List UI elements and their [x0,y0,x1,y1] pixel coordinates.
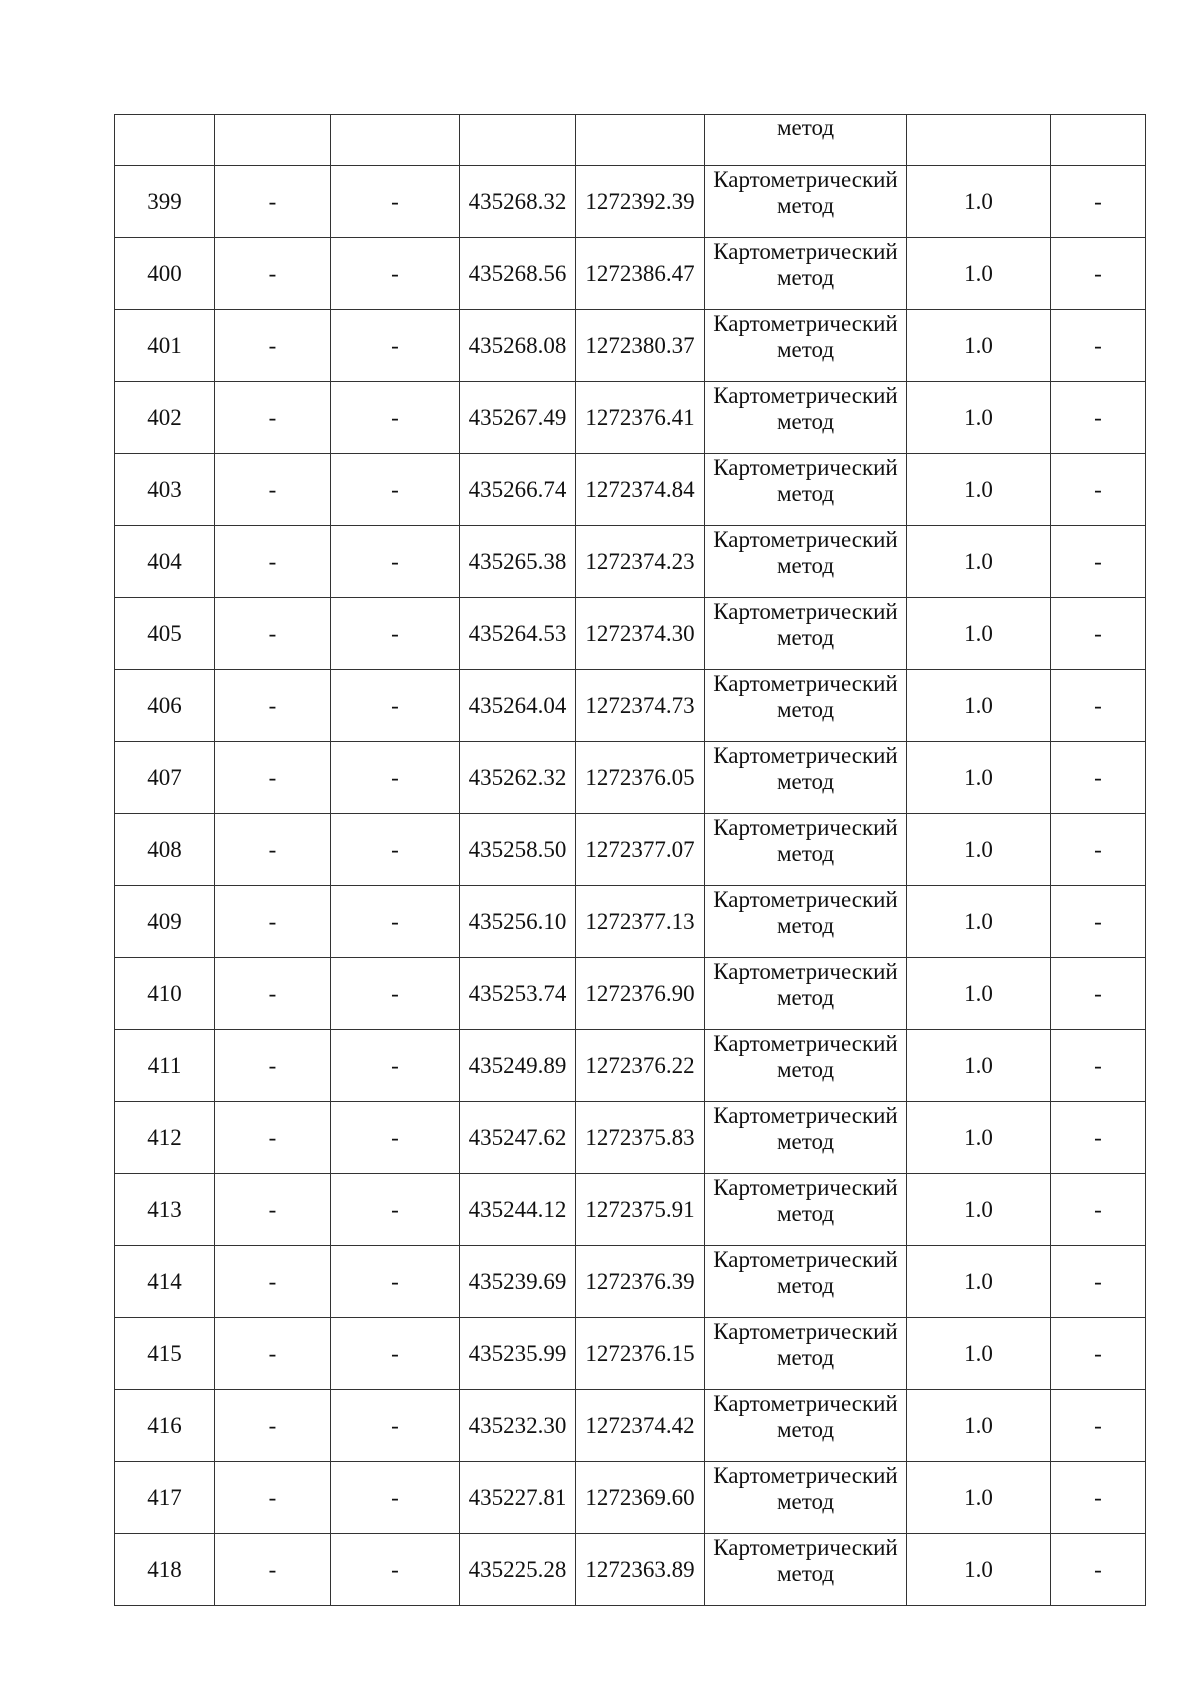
cell-dash: - [331,742,460,814]
cell-number: 404 [115,526,215,598]
method-line-2: метод [776,1057,835,1082]
cell-accuracy: 1.0 [907,1462,1051,1534]
cell-dash: - [215,814,331,886]
cell-dash: - [215,886,331,958]
cell-method [705,1174,907,1246]
cell-dash: - [1051,1318,1146,1390]
cell-method [705,1030,907,1102]
cell-number: 412 [115,1102,215,1174]
cell-x: 435253.74 [460,958,576,1030]
cell-method [705,526,907,598]
cell-x: 435264.53 [460,598,576,670]
cell-dash: - [331,1390,460,1462]
cell-accuracy: 1.0 [907,1390,1051,1462]
method-line-2: метод [776,913,835,938]
cell-dash: - [331,1174,460,1246]
cell-y: 1272380.37 [576,310,705,382]
cell-x: 435235.99 [460,1318,576,1390]
cell-number: 417 [115,1462,215,1534]
cell-accuracy: 1.0 [907,166,1051,238]
method-line-1: Картометрический [713,1535,898,1560]
method-line-2: метод [776,265,835,290]
cell-dash: - [1051,1030,1146,1102]
table-row [115,1462,1146,1534]
cell-dash: - [331,598,460,670]
cell-dash: - [215,382,331,454]
method-line-2: метод [776,1273,835,1298]
table-row [115,958,1146,1030]
cell-number: 405 [115,598,215,670]
cell-accuracy: 1.0 [907,958,1051,1030]
method-line-1: Картометрический [713,1175,898,1200]
cell-dash: - [215,310,331,382]
cell-method [705,310,907,382]
cell-method [705,382,907,454]
table-row [115,742,1146,814]
table-row [115,1102,1146,1174]
cell-dash: - [331,886,460,958]
cell-number: 399 [115,166,215,238]
cell-dash: - [1051,670,1146,742]
cell-dash: - [1051,166,1146,238]
cell-dash: - [331,310,460,382]
cell-accuracy: 1.0 [907,598,1051,670]
cell-empty [1051,115,1146,166]
table-row [115,1030,1146,1102]
method-line-1: Картометрический [713,167,898,192]
cell-x: 435268.32 [460,166,576,238]
cell-x: 435247.62 [460,1102,576,1174]
cell-y: 1272386.47 [576,238,705,310]
cell-number: 406 [115,670,215,742]
cell-x: 435244.12 [460,1174,576,1246]
cell-x: 435239.69 [460,1246,576,1318]
cell-method [705,454,907,526]
cell-accuracy: 1.0 [907,1030,1051,1102]
cell-y: 1272374.73 [576,670,705,742]
cell-y: 1272375.91 [576,1174,705,1246]
cell-number: 411 [115,1030,215,1102]
method-line-1: Картометрический [713,1391,898,1416]
method-line-1: Картометрический [713,1103,898,1128]
cell-method [705,1102,907,1174]
cell-dash: - [215,1462,331,1534]
cell-dash: - [1051,238,1146,310]
cell-y: 1272376.41 [576,382,705,454]
cell-x: 435267.49 [460,382,576,454]
cell-method [705,958,907,1030]
cell-y: 1272377.13 [576,886,705,958]
method-line-1: Картометрический [713,527,898,552]
cell-dash: - [215,598,331,670]
cell-y: 1272377.07 [576,814,705,886]
cell-x: 435265.38 [460,526,576,598]
cell-accuracy: 1.0 [907,742,1051,814]
cell-dash: - [331,958,460,1030]
cell-x: 435266.74 [460,454,576,526]
cell-dash: - [215,526,331,598]
method-line-2: метод [776,1561,835,1586]
cell-method [705,742,907,814]
cell-y: 1272392.39 [576,166,705,238]
cell-accuracy: 1.0 [907,454,1051,526]
cell-dash: - [331,1318,460,1390]
cell-dash: - [1051,1390,1146,1462]
cell-dash: - [331,1030,460,1102]
cell-dash: - [331,382,460,454]
cell-accuracy: 1.0 [907,238,1051,310]
method-line-2: метод [776,481,835,506]
cell-dash: - [215,1102,331,1174]
cell-method [705,814,907,886]
cell-y: 1272374.30 [576,598,705,670]
cell-method [705,1390,907,1462]
method-line-1: Картометрический [713,311,898,336]
cell-method [705,670,907,742]
cell-method [705,598,907,670]
cell-dash: - [1051,1174,1146,1246]
method-line-2: метод [776,1417,835,1442]
method-line-2: метод [776,1489,835,1514]
method-line-1: Картометрический [713,1463,898,1488]
cell-x: 435268.08 [460,310,576,382]
cell-dash: - [1051,742,1146,814]
cell-dash: - [331,166,460,238]
method-line-2: метод [776,1201,835,1226]
method-line-1: Картометрический [713,815,898,840]
cell-accuracy: 1.0 [907,1246,1051,1318]
cell-dash: - [1051,814,1146,886]
cell-method [705,1246,907,1318]
method-line-2: метод [776,769,835,794]
cell-dash: - [215,1318,331,1390]
cell-method [705,886,907,958]
cell-x: 435232.30 [460,1390,576,1462]
cell-dash: - [331,1462,460,1534]
cell-accuracy: 1.0 [907,526,1051,598]
cell-x: 435262.32 [460,742,576,814]
cell-method [705,166,907,238]
cell-method [705,1462,907,1534]
table-row [115,454,1146,526]
cell-number: 418 [115,1534,215,1606]
cell-y: 1272375.83 [576,1102,705,1174]
cell-dash: - [215,1534,331,1606]
cell-x: 435258.50 [460,814,576,886]
cell-dash: - [1051,382,1146,454]
cell-accuracy: 1.0 [907,886,1051,958]
method-line-2: метод [776,985,835,1010]
method-line-2: метод [776,1129,835,1154]
coordinates-table [114,114,1146,1606]
table-row [115,310,1146,382]
cell-x: 435249.89 [460,1030,576,1102]
cell-y: 1272376.05 [576,742,705,814]
cell-dash: - [1051,1462,1146,1534]
cell-number: 407 [115,742,215,814]
cell-dash: - [215,1390,331,1462]
cell-dash: - [1051,1534,1146,1606]
cell-number: 415 [115,1318,215,1390]
cell-number: 408 [115,814,215,886]
method-line-1: Картометрический [713,671,898,696]
continuation-row [115,115,1146,166]
cell-accuracy: 1.0 [907,1174,1051,1246]
cell-x: 435256.10 [460,886,576,958]
cell-number: 402 [115,382,215,454]
cell-accuracy: 1.0 [907,1102,1051,1174]
cell-x: 435268.56 [460,238,576,310]
cell-method [705,238,907,310]
cell-dash: - [1051,886,1146,958]
table-row [115,814,1146,886]
cell-number: 414 [115,1246,215,1318]
cell-dash: - [331,238,460,310]
table-row [115,670,1146,742]
cell-number: 410 [115,958,215,1030]
cell-dash: - [215,958,331,1030]
method-line-2: метод [776,409,835,434]
cell-x: 435227.81 [460,1462,576,1534]
cell-dash: - [215,670,331,742]
cell-y: 1272376.90 [576,958,705,1030]
table-row [115,1174,1146,1246]
method-line-1: Картометрический [713,1247,898,1272]
cell-dash: - [331,1102,460,1174]
cell-number: 403 [115,454,215,526]
table-row [115,1390,1146,1462]
cell-x: 435225.28 [460,1534,576,1606]
table-row [115,238,1146,310]
cell-dash: - [331,1534,460,1606]
cell-x: 435264.04 [460,670,576,742]
table-row [115,526,1146,598]
cell-method [705,1534,907,1606]
cell-dash: - [215,742,331,814]
method-line-1: Картометрический [713,599,898,624]
cell-number: 413 [115,1174,215,1246]
cell-number [115,115,215,166]
table-row [115,1318,1146,1390]
table-row [115,1246,1146,1318]
method-line-1: Картометрический [713,239,898,264]
cell-number: 416 [115,1390,215,1462]
cell-dash: - [1051,454,1146,526]
cell-dash: - [215,1246,331,1318]
cell-y: 1272374.42 [576,1390,705,1462]
method-line-1: Картометрический [713,743,898,768]
cell-y: 1272363.89 [576,1534,705,1606]
cell-dash: - [1051,310,1146,382]
method-line-2: метод [776,697,835,722]
cell-dash: - [215,454,331,526]
cell-y: 1272376.22 [576,1030,705,1102]
method-line-1: Картометрический [713,887,898,912]
cell-dash: - [331,814,460,886]
table-row [115,1534,1146,1606]
cell-dash: - [331,670,460,742]
cell-dash: - [1051,526,1146,598]
table-row [115,886,1146,958]
cell-y: 1272376.39 [576,1246,705,1318]
method-line-1: Картометрический [713,1319,898,1344]
cell-dash: - [215,1174,331,1246]
method-line-1: Картометрический [713,1031,898,1056]
method-line-2: метод [776,337,835,362]
cell-accuracy: 1.0 [907,814,1051,886]
method-line-2: метод [776,841,835,866]
cell-dash: - [331,1246,460,1318]
cell-dash: - [215,1030,331,1102]
cell-accuracy: 1.0 [907,382,1051,454]
table-row [115,166,1146,238]
cell-y: 1272374.84 [576,454,705,526]
cell-dash: - [1051,1102,1146,1174]
method-line-2: метод [776,625,835,650]
cell-number: 401 [115,310,215,382]
table-row [115,598,1146,670]
method-line-1: Картометрический [713,383,898,408]
method-line-2: метод [776,1345,835,1370]
table-body [115,115,1146,1606]
cell-method [705,1318,907,1390]
method-line-2: метод [776,553,835,578]
cell-accuracy: 1.0 [907,1534,1051,1606]
cell-method: метод [705,115,907,166]
table-row [115,382,1146,454]
cell-accuracy: 1.0 [907,310,1051,382]
cell-y [576,115,705,166]
cell-y: 1272376.15 [576,1318,705,1390]
cell-dash: - [1051,598,1146,670]
cell-accuracy: 1.0 [907,1318,1051,1390]
cell-y: 1272374.23 [576,526,705,598]
cell-number: 409 [115,886,215,958]
cell-y: 1272369.60 [576,1462,705,1534]
method-line-1: Картометрический [713,959,898,984]
cell-dash: - [331,526,460,598]
cell-accuracy: 1.0 [907,670,1051,742]
cell-dash: - [215,166,331,238]
cell-dash: - [331,454,460,526]
cell-number: 400 [115,238,215,310]
cell-dash: - [1051,958,1146,1030]
cell-dash: - [215,238,331,310]
cell-empty [331,115,460,166]
cell-accuracy [907,115,1051,166]
cell-empty [215,115,331,166]
method-line-1: Картометрический [713,455,898,480]
cell-dash: - [1051,1246,1146,1318]
cell-x [460,115,576,166]
method-line-2: метод [776,193,835,218]
